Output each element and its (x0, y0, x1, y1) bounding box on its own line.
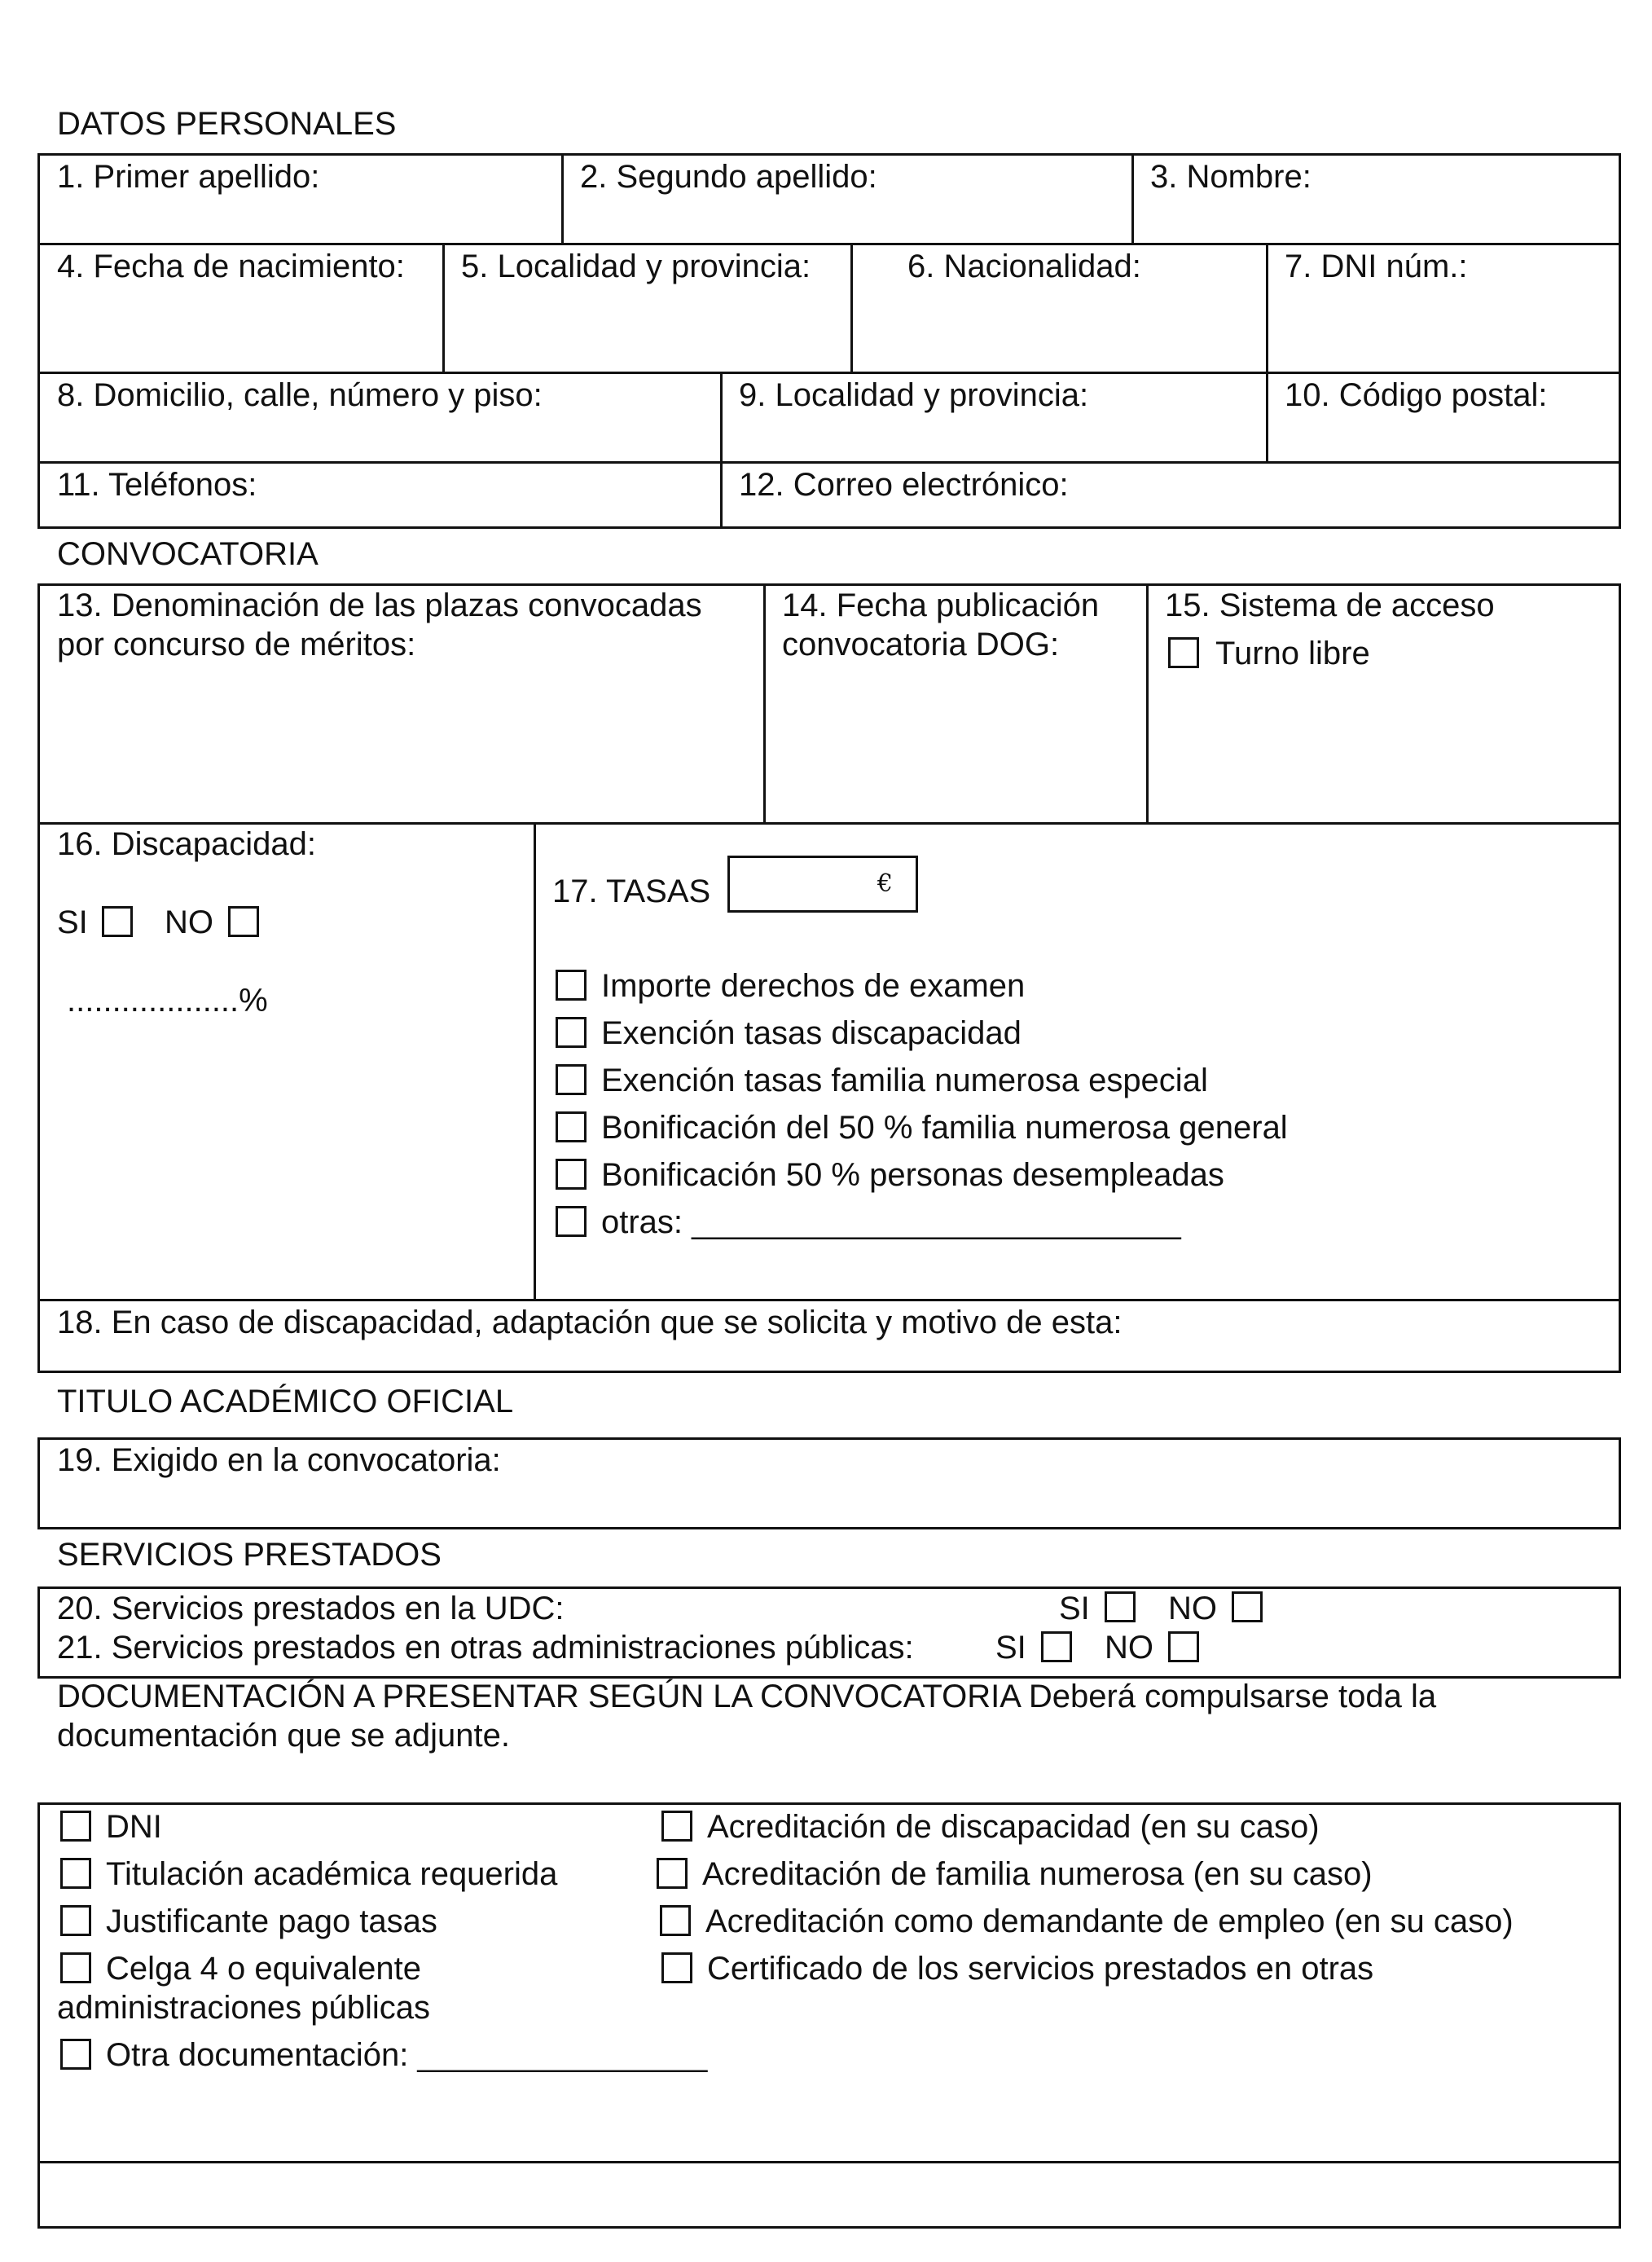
label-fees: 17. TASAS (552, 874, 711, 909)
checkbox-services-udc-no[interactable] (1232, 1591, 1263, 1622)
section-heading-personal-data: DATOS PERSONALES (57, 106, 397, 142)
field-disability-adaptation[interactable]: 18. En caso de discapacidad, adaptación que se solicita y motivo de esta: (57, 1305, 1123, 1340)
label-fee-other[interactable]: otras: ___________________________ (601, 1204, 1181, 1240)
checkbox-services-other-yes[interactable] (1041, 1631, 1072, 1662)
section-heading-academic-title: TITULO ACADÉMICO OFICIAL (57, 1384, 514, 1419)
field-birth-place[interactable]: 5. Localidad y provincia: (461, 249, 811, 284)
section-heading-services: SERVICIOS PRESTADOS (57, 1537, 442, 1573)
field-address-locality[interactable]: 9. Localidad y provincia: (739, 377, 1089, 413)
label-doc-large-family-proof: Acreditación de familia numerosa (en su caso) (702, 1856, 1373, 1892)
section-heading-documentation-line2: documentación que se adjunte. (57, 1718, 510, 1754)
checkbox-fee-large-family-general[interactable] (556, 1111, 587, 1142)
checkbox-doc-fee-receipt[interactable] (60, 1905, 91, 1936)
column-divider (1131, 153, 1134, 243)
field-nationality[interactable]: 6. Nacionalidad: (907, 249, 1141, 284)
label-doc-celga: Celga 4 o equivalente (106, 1951, 421, 1987)
section-heading-documentation: DOCUMENTACIÓN A PRESENTAR SEGÚN LA CONVOCATORIA Deberá compulsarse toda la (57, 1679, 1437, 1714)
checkbox-free-shift[interactable] (1168, 637, 1199, 668)
field-dog-date-line2: convocatoria DOG: (782, 627, 1060, 662)
label-doc-dni: DNI (106, 1809, 162, 1845)
field-access-system: 15. Sistema de acceso (1165, 588, 1495, 623)
checkbox-fee-disability[interactable] (556, 1017, 587, 1048)
field-first-surname[interactable]: 1. Primer apellido: (57, 159, 320, 195)
euro-icon: € (877, 869, 893, 898)
label-disability-no: NO (165, 904, 213, 940)
label-doc-fee-receipt: Justificante pago tasas (106, 1903, 437, 1939)
checkbox-fee-large-family-special[interactable] (556, 1064, 587, 1095)
field-email[interactable]: 12. Correo electrónico: (739, 467, 1069, 503)
field-disability: 16. Discapacidad: (57, 826, 316, 862)
field-dog-date-line1[interactable]: 14. Fecha publicación (782, 588, 1100, 623)
row-divider (37, 2161, 1621, 2163)
label-doc-jobseeker-proof: Acreditación como demandante de empleo (en su caso) (705, 1903, 1514, 1939)
field-disability-percent[interactable]: ...................% (67, 983, 268, 1019)
checkbox-disability-no[interactable] (228, 906, 259, 937)
checkbox-services-other-no[interactable] (1168, 1631, 1199, 1662)
field-birth-date[interactable]: 4. Fecha de nacimiento: (57, 249, 405, 284)
checkbox-fee-unemployed[interactable] (556, 1159, 587, 1190)
row-divider (37, 1299, 1621, 1301)
column-divider (720, 372, 723, 529)
label-services-udc-yes: SI (1059, 1591, 1090, 1626)
row-divider (37, 243, 1621, 245)
checkbox-services-udc-yes[interactable] (1105, 1591, 1136, 1622)
checkbox-doc-dni[interactable] (60, 1811, 91, 1842)
column-divider (1266, 243, 1268, 461)
fees-amount-input[interactable] (727, 856, 918, 913)
field-address[interactable]: 8. Domicilio, calle, número y piso: (57, 377, 543, 413)
field-positions-line2: por concurso de méritos: (57, 627, 416, 662)
label-doc-services-certificate: Certificado de los servicios prestados en otras (707, 1951, 1374, 1987)
column-divider (1146, 583, 1149, 822)
checkbox-doc-celga[interactable] (60, 1952, 91, 1983)
field-postal-code[interactable]: 10. Código postal: (1285, 377, 1548, 413)
column-divider (534, 822, 536, 1299)
label-doc-celga-continued: administraciones públicas (57, 1990, 431, 2026)
field-required-title[interactable]: 19. Exigido en la convocatoria: (57, 1442, 501, 1478)
column-divider (442, 243, 445, 372)
checkbox-disability-yes[interactable] (102, 906, 133, 937)
label-doc-other[interactable]: Otra documentación: ________________ (106, 2037, 708, 2073)
label-doc-disability-proof: Acreditación de discapacidad (en su caso) (707, 1809, 1320, 1845)
field-positions-line1[interactable]: 13. Denominación de las plazas convocadas (57, 588, 702, 623)
checkbox-fee-exam[interactable] (556, 970, 587, 1001)
label-fee-exam: Importe derechos de examen (601, 968, 1026, 1004)
row-divider (37, 372, 1621, 374)
field-name[interactable]: 3. Nombre: (1150, 159, 1311, 195)
row-divider (37, 461, 1621, 464)
checkbox-fee-other[interactable] (556, 1206, 587, 1237)
checkbox-doc-other[interactable] (60, 2039, 91, 2070)
label-disability-yes: SI (57, 904, 88, 940)
label-fee-disability: Exención tasas discapacidad (601, 1015, 1022, 1051)
label-fee-large-family-special: Exención tasas familia numerosa especial (601, 1063, 1208, 1098)
section-heading-call: CONVOCATORIA (57, 536, 319, 572)
field-dni[interactable]: 7. DNI núm.: (1285, 249, 1468, 284)
field-services-udc: 20. Servicios prestados en la UDC: (57, 1591, 565, 1626)
checkbox-doc-services-certificate[interactable] (661, 1952, 692, 1983)
label-free-shift: Turno libre (1215, 636, 1370, 671)
column-divider (850, 243, 853, 372)
field-second-surname[interactable]: 2. Segundo apellido: (580, 159, 877, 195)
label-services-udc-no: NO (1168, 1591, 1217, 1626)
checkbox-doc-disability-proof[interactable] (661, 1811, 692, 1842)
label-services-other-no: NO (1105, 1630, 1153, 1666)
column-divider (763, 583, 766, 822)
label-fee-large-family-general: Bonificación del 50 % familia numerosa general (601, 1110, 1288, 1146)
label-fee-unemployed: Bonificación 50 % personas desempleadas (601, 1157, 1224, 1193)
checkbox-doc-degree[interactable] (60, 1858, 91, 1889)
field-services-other-admin: 21. Servicios prestados en otras administraciones públicas: (57, 1630, 914, 1666)
label-doc-degree: Titulación académica requerida (106, 1856, 558, 1892)
field-phones[interactable]: 11. Teléfonos: (57, 467, 257, 503)
checkbox-doc-jobseeker-proof[interactable] (660, 1905, 691, 1936)
column-divider (561, 153, 564, 243)
label-services-other-yes: SI (995, 1630, 1026, 1666)
checkbox-doc-large-family-proof[interactable] (657, 1858, 688, 1889)
